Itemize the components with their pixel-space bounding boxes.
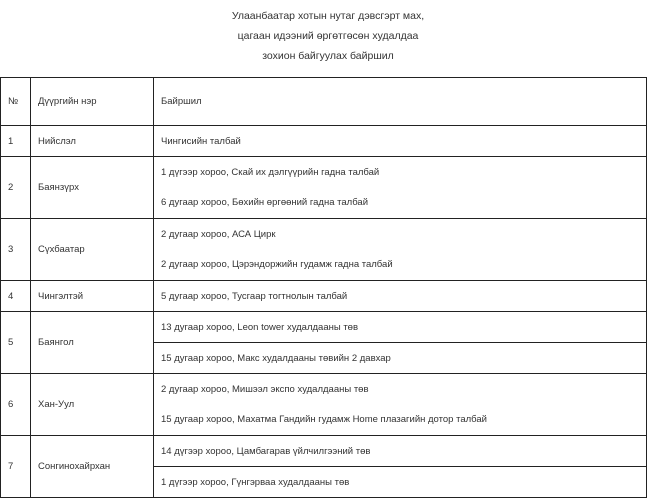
row-number: 4	[1, 281, 31, 312]
header-district: Дүүргийн нэр	[31, 78, 154, 126]
table-row	[1, 312, 647, 343]
document-title	[0, 6, 656, 66]
locations-table	[0, 77, 647, 498]
table-row	[1, 219, 647, 250]
location-cell: 2 дугаар хороо, Мишээл экспо худалдааны төв	[154, 374, 647, 405]
location-cell: 2 дугаар хороо, Цэрэндоржийн гудамж гадна талбай	[154, 250, 647, 281]
location-cell: Чингисийн талбай	[154, 126, 647, 157]
district-name: Чингэлтэй	[31, 281, 154, 312]
row-number: 5	[1, 312, 31, 374]
row-number: 1	[1, 126, 31, 157]
district-name: Баянгол	[31, 312, 154, 374]
title-line-1: Улаанбаатар хотын нутаг дэвсгэрт мах,	[231, 10, 425, 22]
district-name: Сонгинохайрхан	[31, 436, 154, 498]
table-row	[1, 436, 647, 467]
table-row	[1, 281, 647, 312]
table-row	[1, 126, 647, 157]
title-line-3: зохион байгуулах байршил	[262, 50, 394, 62]
district-name: Баянзүрх	[31, 157, 154, 219]
table-row	[1, 374, 647, 405]
location-cell: 1 дүгээр хороо, Скай их дэлгүүрийн гадна талбай	[154, 157, 647, 188]
row-number: 6	[1, 374, 31, 436]
location-cell: 2 дугаар хороо, АСА Цирк	[154, 219, 647, 250]
district-name: Хан-Уул	[31, 374, 154, 436]
location-cell: 6 дугаар хороо, Бөхийн өргөөний гадна талбай	[154, 188, 647, 219]
location-cell: 5 дугаар хороо, Тусгаар тогтнолын талбай	[154, 281, 647, 312]
row-number: 3	[1, 219, 31, 281]
location-cell: 15 дугаар хороо, Махатма Гандийн гудамж Home плазагийн дотор талбай	[154, 405, 647, 436]
title-line-2: цагаан идээний өргөтгөсөн худалдаа	[237, 30, 419, 42]
row-number: 7	[1, 436, 31, 498]
location-cell: 14 дүгээр хороо, Цамбагарав үйлчилгээний төв	[154, 436, 647, 467]
row-number: 2	[1, 157, 31, 219]
location-cell: 13 дугаар хороо, Leon tower худалдааны төв	[154, 312, 647, 343]
district-name: Нийслэл	[31, 126, 154, 157]
location-cell: 15 дугаар хороо, Макс худалдааны төвийн 2 давхар	[154, 343, 647, 374]
table-header-row	[1, 78, 647, 126]
district-name: Сүхбаатар	[31, 219, 154, 281]
header-location: Байршил	[154, 78, 647, 126]
table-row	[1, 157, 647, 188]
location-cell: 1 дүгээр хороо, Гүнгэрваа худалдааны төв	[154, 467, 647, 498]
header-number: №	[1, 78, 31, 126]
